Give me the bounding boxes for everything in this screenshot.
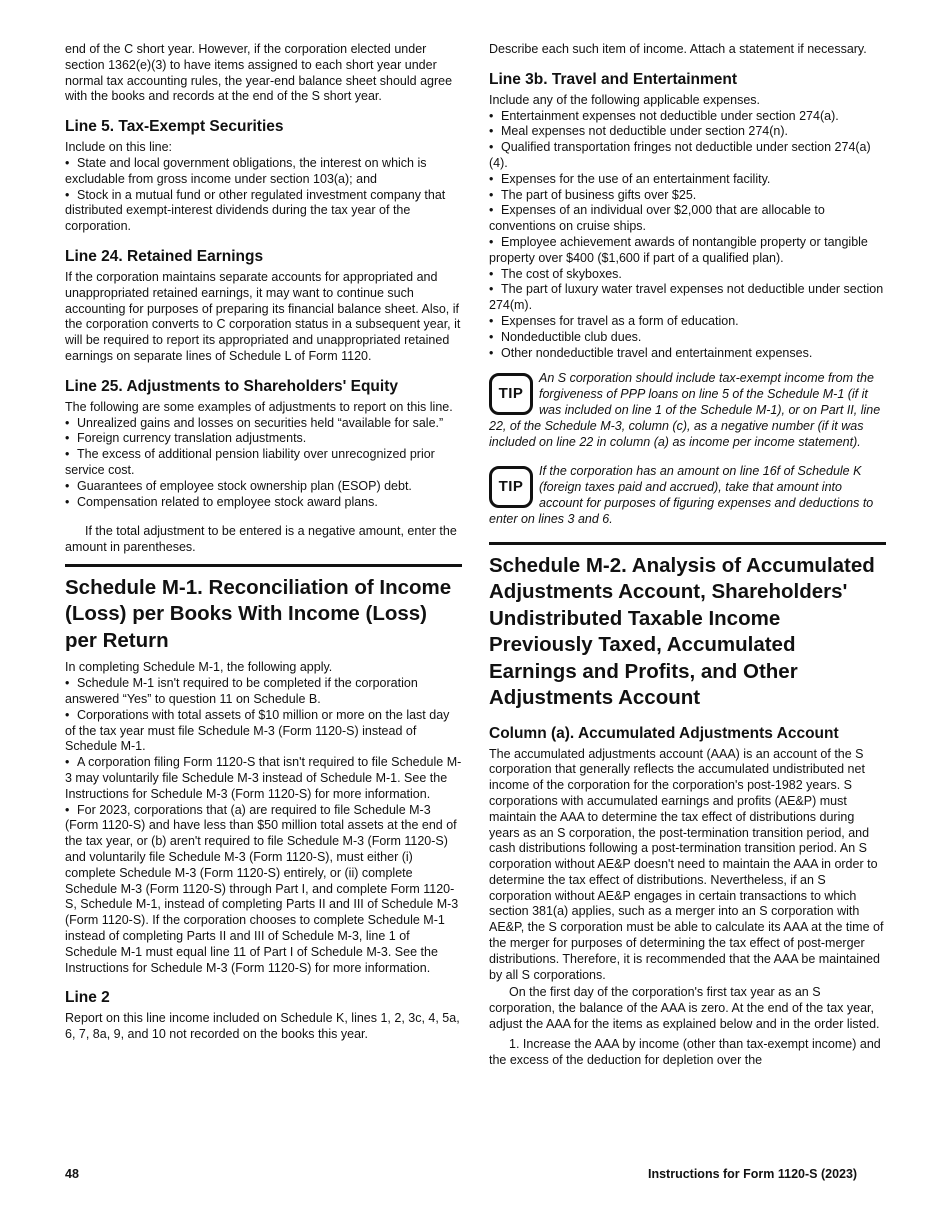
list-item: • The part of business gifts over $25.: [489, 188, 886, 204]
form-title-footer: Instructions for Form 1120-S (2023): [648, 1167, 858, 1181]
line2-paragraph: Report on this line income included on Schedule K, lines 1, 2, 3c, 4, 5a, 6, 7, 8a, 9, and 10 not recorded on the books this year.: [65, 1011, 460, 1042]
column-a-item-1: 1. Increase the AAA by income (other than tax-exempt income) and the excess of the deduction for depletion over the: [489, 1036, 881, 1067]
line25-intro: The following are some examples of adjustments to report on this line.: [65, 399, 453, 414]
line5-intro: Include on this line:: [65, 140, 173, 155]
list-item: • Stock in a mutual fund or other regulated investment company that distributed exempt-interest dividends during the tax year of the corporation.: [65, 188, 462, 235]
list-item: • Other nondeductible travel and entertainment expenses.: [489, 346, 886, 362]
column-a-paragraph-2: On the first day of the corporation's first tax year as an S corporation, the balance of the AAA is zero. At the end of the tax year, adjust the AAA for the items as explained below and in the order listed.: [489, 985, 880, 1032]
list-item: • The cost of skyboxes.: [489, 267, 886, 283]
list-item: • Expenses for the use of an entertainment facility.: [489, 172, 886, 188]
list-item: • Compensation related to employee stock award plans.: [65, 495, 462, 511]
line3b-heading: Line 3b. Travel and Entertainment: [489, 70, 738, 88]
line5-heading: Line 5. Tax-Exempt Securities: [65, 118, 284, 136]
tip-box-ppp: [489, 371, 886, 450]
list-item: • Guarantees of employee stock ownership plan (ESOP) debt.: [65, 479, 462, 495]
m1-intro: In completing Schedule M-1, the following apply.: [65, 660, 333, 675]
right-intro-paragraph: Describe each such item of income. Attach a statement if necessary.: [489, 42, 867, 56]
line24-paragraph: If the corporation maintains separate accounts for appropriated and unappropriated retained earnings, it may want to continue such accounting for purposes of preparing its financial balance sheet. Also, if the corporation converts to C corporation status in a subsequent year, it will be required to report its appropriated and unappropriated retained earnings on separate lines of Schedule L of Form 1120.: [65, 269, 461, 363]
left-column: [65, 42, 462, 1043]
page-number: 48: [65, 1167, 79, 1181]
list-item: • The excess of additional pension liability over unrecognized prior service cost.: [65, 447, 462, 479]
column-a-paragraph: The accumulated adjustments account (AAA) is an account of the S corporation that generally reflects the accumulated undistributed net income of the corporation for the corporation's post-1982 years. S corporations with accumulated earnings and profits (AE&P) must maintain the AAA to determine the tax effect of distributions during years as an S corporation, the post-termination transition period, and cash distributions following a post-termination transition period. An S corporation without AE&P doesn't need to maintain the AAA in order to determine the tax effect of distributions. Nevertheless, if an S corporation without AE&P engages in certain transactions to which section 381(a) applies, such as a merger into an S corporation with AE&P, the S corporation must be able to calculate its AAA at the time of the merger for purposes of determining the tax effect of post-merger distributions. Therefore, it is recommended that the AAA be maintained by all S corporations.: [489, 746, 884, 982]
list-item: • Qualified transportation fringes not deductible under section 274(a)(4).: [489, 140, 886, 172]
list-item: • Entertainment expenses not deductible under section 274(a).: [489, 109, 886, 125]
line2-heading: Line 2: [65, 989, 110, 1007]
schedule-m1-heading: Schedule M-1. Reconciliation of Income (Loss) per Books With Income (Loss) per Return: [65, 564, 462, 655]
list-item: • Expenses of an individual over $2,000 that are allocable to conventions on cruise ships.: [489, 203, 886, 235]
list-item: • The part of luxury water travel expenses not deductible under section 274(m).: [489, 282, 886, 314]
tip-icon: TIP: [489, 466, 533, 508]
schedule-m2-heading: Schedule M-2. Analysis of Accumulated Adjustments Account, Shareholders' Undistributed Taxable Income Previously Taxed, Accumulated Earnings and Profits, and Other Adjustments Account: [489, 542, 886, 712]
line3b-intro: Include any of the following applicable expenses.: [489, 92, 761, 107]
list-item: • Foreign currency translation adjustments.: [65, 431, 462, 447]
tip-text: If the corporation has an amount on line 16f of Schedule K (foreign taxes paid and accrued), take that amount into account for purposes of figuring expenses and deductions to enter on lines 3 and 6.: [489, 464, 874, 526]
list-item: • Expenses for travel as a form of education.: [489, 314, 886, 330]
list-item: • State and local government obligations, the interest on which is excludable from gross income under section 103(a); and: [65, 156, 462, 188]
list-item: • For 2023, corporations that (a) are required to file Schedule M-3 (Form 1120-S) and have less than $50 million total assets at the end of the tax year, or (b) aren't required to file Schedule M-3 (Form 1120-S) and voluntarily file Schedule M-3 (Form 1120-S), must either (i) complete Schedule M-3 (Form 1120-S) entirely, or (ii) complete Schedule M-3 (Form 1120-S) through Part I, and complete Form 1120-S, Schedule M-1, instead of completing Parts II and III of Schedule M-3 (Form 1120-S). If the corporation chooses to complete Schedule M-1 instead of completing Parts II and III of Schedule M-3, line 1 of Schedule M-1 must equal line 11 of Part I of Schedule M-3. See the Instructions for Schedule M-3 (Form 1120-S) for more information.: [65, 803, 462, 977]
column-a-heading: Column (a). Accumulated Adjustments Account: [489, 724, 839, 742]
list-item: • Nondeductible club dues.: [489, 330, 886, 346]
tip-box-foreign-taxes: [489, 464, 886, 527]
list-item: • Corporations with total assets of $10 million or more on the last day of the tax year must file Schedule M-3 (Form 1120-S) instead of Schedule M-1.: [65, 708, 462, 755]
list-item: • Meal expenses not deductible under section 274(n).: [489, 124, 886, 140]
line24-heading: Line 24. Retained Earnings: [65, 247, 264, 265]
right-column: [489, 42, 886, 1068]
list-item: • Employee achievement awards of nontangible property or tangible property over $400 ($1,600 if part of a qualified plan).: [489, 235, 886, 267]
line25-note: If the total adjustment to be entered is a negative amount, enter the amount in parentheses.: [65, 524, 457, 555]
list-item: • Unrealized gains and losses on securities held “available for sale.”: [65, 416, 462, 432]
tip-text: An S corporation should include tax-exempt income from the forgiveness of PPP loans on line 5 of the Schedule M-1 (if it was included on line 1 of the Schedule M-1), or on Part II, line 22, of the Schedule M-3, column (c), as a negative number (if it was included on line 22 in column (a) as income per income statement).: [489, 371, 881, 449]
line25-heading: Line 25. Adjustments to Shareholders' Equity: [65, 377, 398, 395]
list-item: • Schedule M-1 isn't required to be completed if the corporation answered “Yes” to question 11 on Schedule B.: [65, 676, 462, 708]
list-item: • A corporation filing Form 1120-S that isn't required to file Schedule M-3 may voluntarily file Schedule M-3 instead of Schedule M-1. See the Instructions for Schedule M-3 (Form 1120-S) for more information.: [65, 755, 462, 802]
intro-paragraph: end of the C short year. However, if the corporation elected under section 1362(e)(3) to have items assigned to each short year under normal tax accounting rules, the year-end balance sheet should agree with the books and records at the end of the S short year.: [65, 42, 453, 104]
tip-icon: TIP: [489, 373, 533, 415]
